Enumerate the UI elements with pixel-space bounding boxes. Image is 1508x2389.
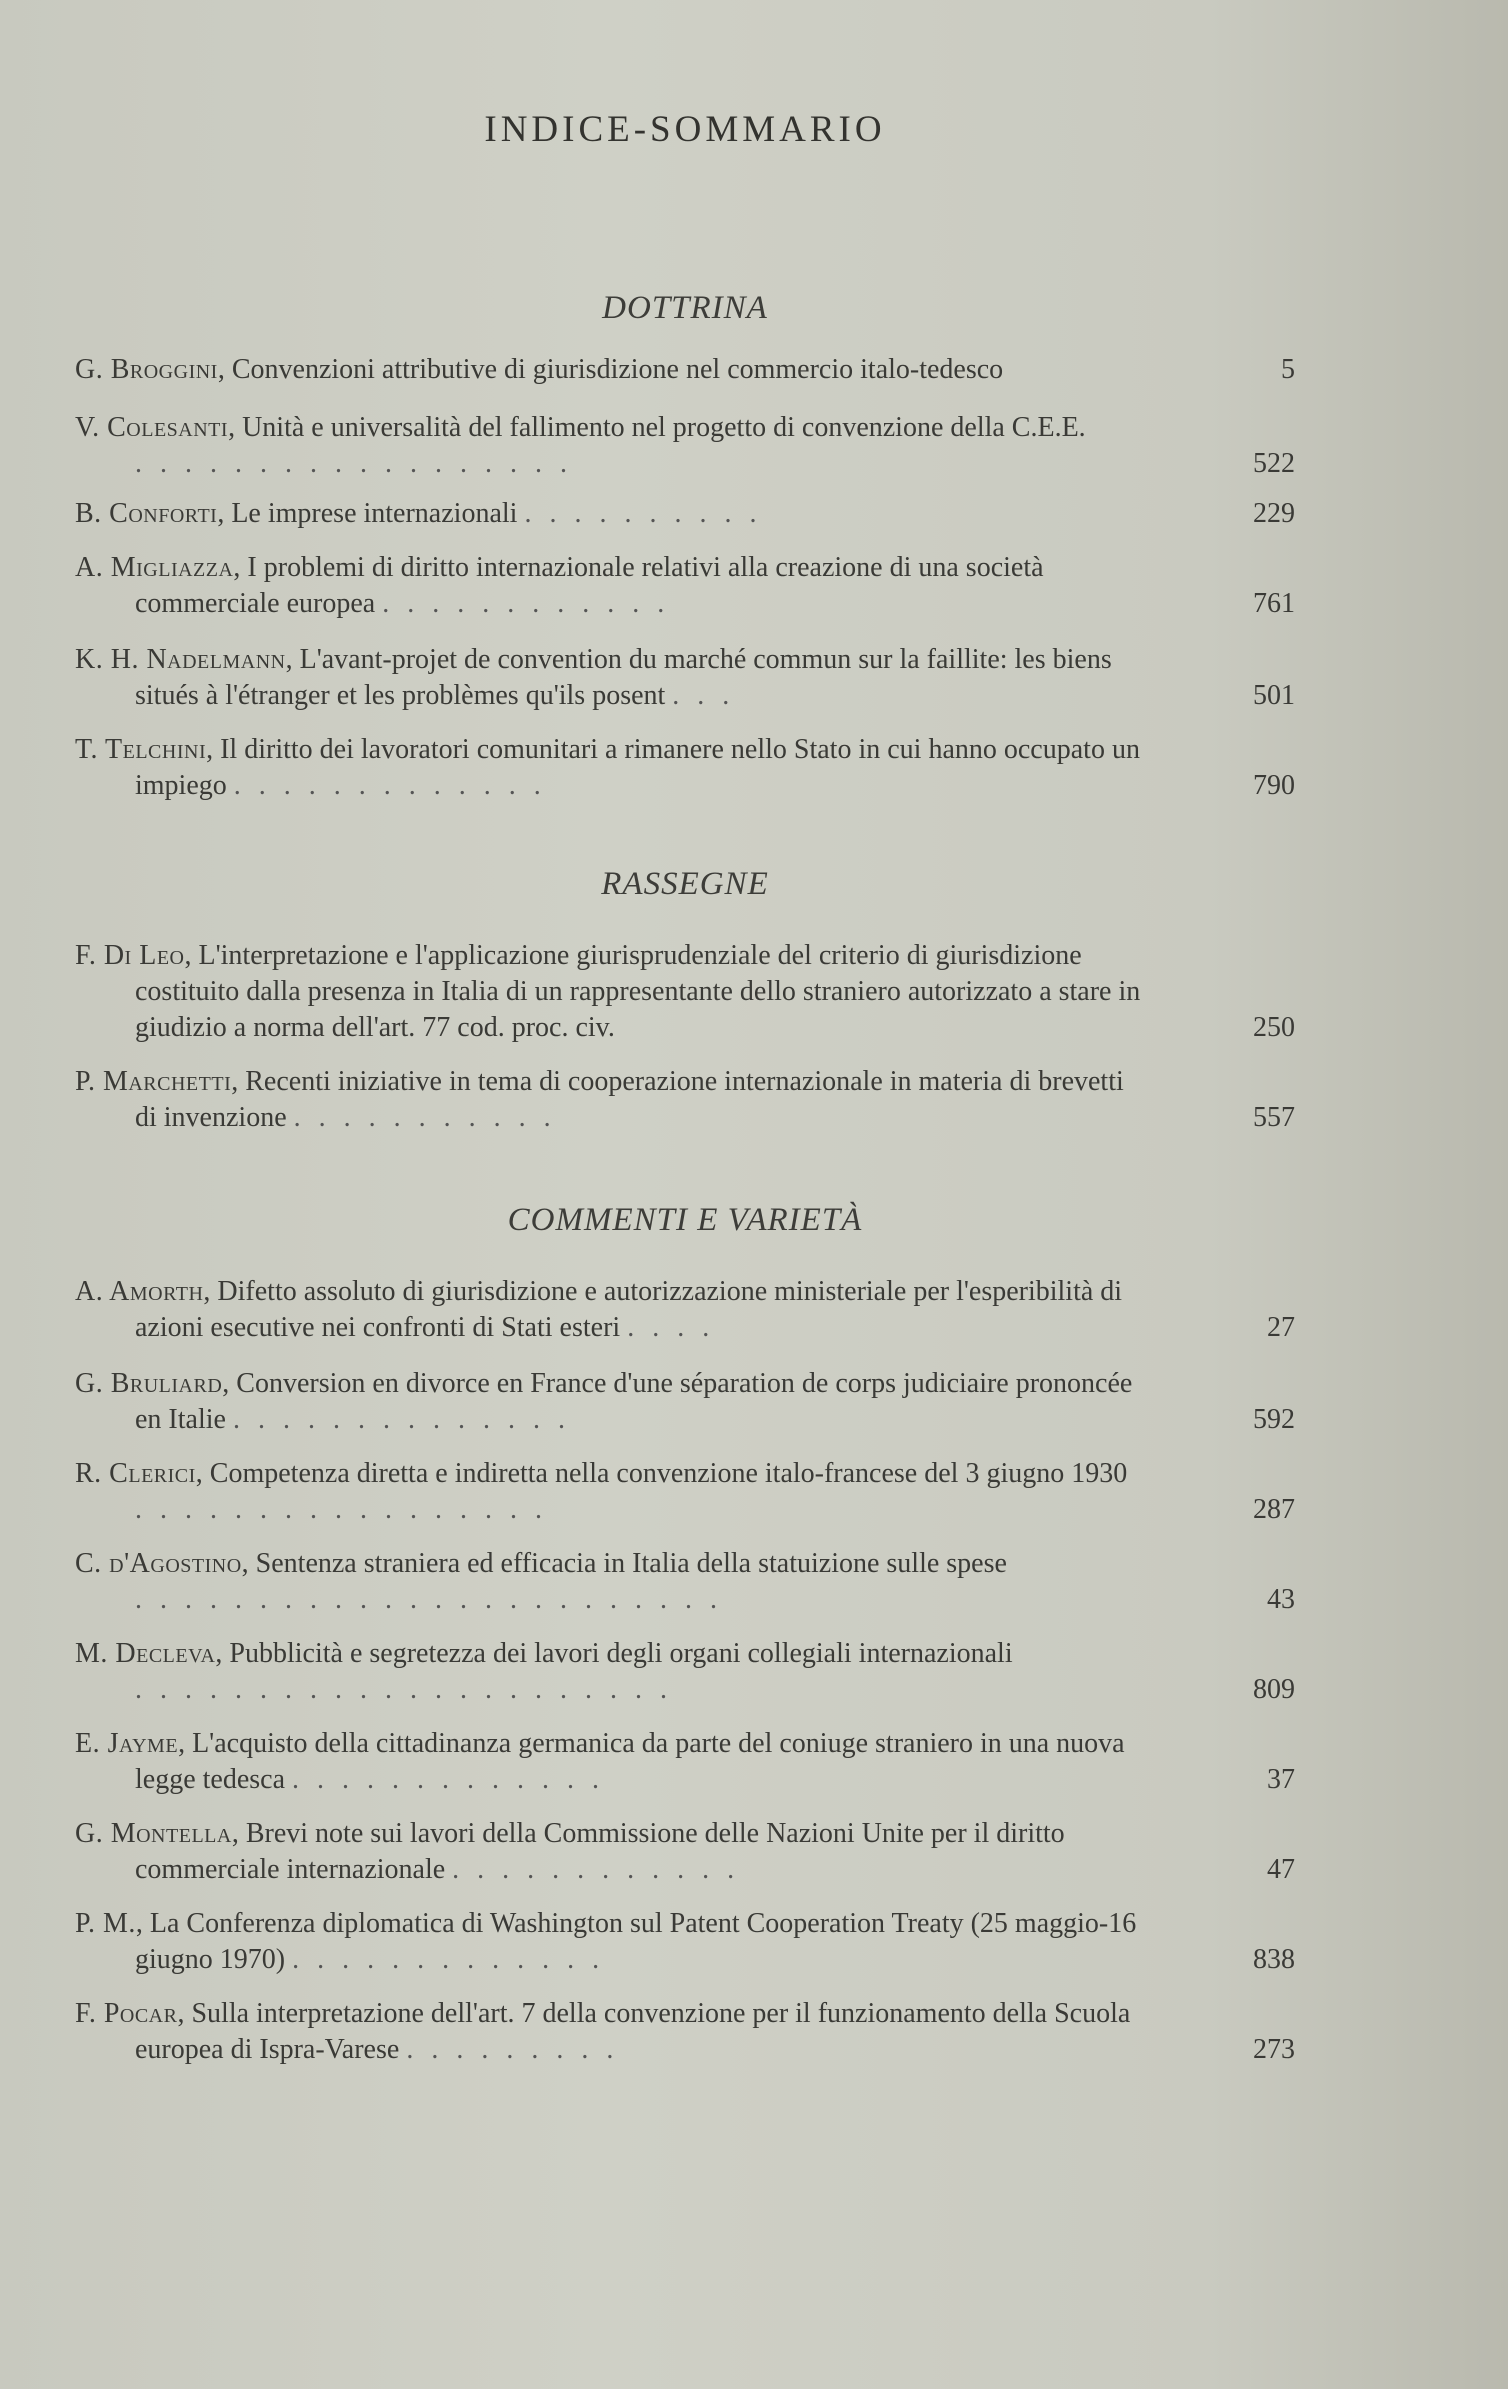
list-item: R. Clerici, Competenza diretta e indiretta nella convenzione italo-francese del 3 giugno 1930 ................. 287 [75,1456,1295,1528]
entry-page: 809 [1253,1674,1295,1705]
entry-author: G. Broggini [75,354,218,385]
entry-page: 761 [1253,588,1295,619]
entry-page: 557 [1253,1102,1295,1133]
entry-author: V. Colesanti [75,412,229,443]
entry-page: 37 [1267,1764,1295,1795]
entry-title: Brevi note sui lavori della Commissione delle Nazioni Unite per il diritto commerciale internazionale [135,1818,1065,1885]
list-item: G. Bruliard, Conversion en divorce en France d'une séparation de corps judiciaire prononcée en Italie .............. 592 [75,1366,1295,1438]
section-heading-rassegne: RASSEGNE [601,866,769,902]
entry-title: I problemi di diritto internazionale relativi alla creazione di una società commerciale europea [135,552,1044,619]
entry-title: Unità e universalità del fallimento nel progetto di convenzione della C.E.E. [242,412,1086,443]
list-item: K. H. Nadelmann, L'avant-projet de convention du marché commun sur la faillite: les biens situés à l'étranger et les problèmes qu'ils posent ... 501 [75,642,1295,714]
section-heading-dottrina: DOTTRINA [602,290,768,326]
entry-page: 838 [1253,1944,1295,1975]
entry-title: Difetto assoluto di giurisdizione e autorizzazione ministeriale per l'esperibilità di azioni esecutive nei confronti di Stati esteri [135,1276,1123,1343]
entry-title: L'acquisto della cittadinanza germanica da parte del coniuge straniero in una nuova legge tedesca [135,1728,1125,1795]
list-item: G. Montella, Brevi note sui lavori della Commissione delle Nazioni Unite per il diritto commerciale internazionale ............ 47 [75,1816,1295,1888]
entry-page: 47 [1267,1854,1295,1885]
entry-page: 273 [1253,2034,1295,2065]
entry-title: Recenti iniziative in tema di cooperazione internazionale in materia di brevetti di invenzione [135,1066,1124,1133]
list-item: F. Pocar, Sulla interpretazione dell'art. 7 della convenzione per il funzionamento della Scuola europea di Ispra-Varese ......... 273 [75,1996,1295,2068]
entry-title: L'avant-projet de convention du marché commun sur la faillite: les biens situés à l'étranger et les problèmes qu'ils posent [135,644,1112,711]
entry-author: A. Amorth [75,1276,204,1307]
entry-author: E. Jayme [75,1728,179,1759]
list-item: C. d'Agostino, Sentenza straniera ed efficacia in Italia della statuizione sulle spese ........................ 43 [75,1546,1295,1618]
entry-author: R. Clerici [75,1458,196,1489]
list-item: G. Broggini, Convenzioni attributive di giurisdizione nel commercio italo-tedesco 5 [75,352,1295,388]
page-title: INDICE-SOMMARIO [484,109,886,150]
entry-title: L'interpretazione e l'applicazione giurisprudenziale del criterio di giurisdizione costituito dalla presenza in Italia di un rappresentante dello straniero autorizzato a stare in giudizio a norma dell'art. 77 cod. proc. civ. [135,940,1141,1043]
entry-page: 229 [1253,498,1295,529]
entry-author: P. Marchetti [75,1066,232,1097]
entry-author: F. Pocar [75,1998,178,2029]
entry-page: 287 [1253,1494,1295,1525]
entry-title: Pubblicità e segretezza dei lavori degli organi collegiali internazionali [229,1638,1013,1669]
entry-author: K. H. Nadelmann [75,644,286,675]
entry-page: 43 [1267,1584,1295,1615]
entry-title: Conversion en divorce en France d'une séparation de corps judiciaire prononcée en Italie [135,1368,1133,1435]
entry-page: 522 [1253,448,1295,479]
list-item: P. M., La Conferenza diplomatica di Washington sul Patent Cooperation Treaty (25 maggio-16 giugno 1970) ............. 838 [75,1906,1295,1978]
entry-title: Competenza diretta e indiretta nella convenzione italo-francese del 3 giugno 1930 [209,1458,1128,1489]
list-item: A. Migliazza, I problemi di diritto internazionale relativi alla creazione di una società commerciale europea ............ 761 [75,550,1295,622]
entry-page: 250 [1253,1012,1295,1043]
entry-author: T. Telchini [75,734,207,765]
entry-author: A. Migliazza [75,552,234,583]
entry-author: M. Decleva [75,1638,216,1669]
entry-author: G. Bruliard [75,1368,223,1399]
entry-author: P. M. [75,1908,136,1939]
entry-author: G. Montella [75,1818,232,1849]
list-item: E. Jayme, L'acquisto della cittadinanza germanica da parte del coniuge straniero in una nuova legge tedesca ............. 37 [75,1726,1295,1798]
entry-title: Sentenza straniera ed efficacia in Italia della statuizione sulle spese [255,1548,1007,1579]
list-item: M. Decleva, Pubblicità e segretezza dei lavori degli organi collegiali internazionali ...................... 809 [75,1636,1295,1708]
list-item: P. Marchetti, Recenti iniziative in tema di cooperazione internazionale in materia di brevetti di invenzione ........... 557 [75,1064,1295,1136]
entry-title: Sulla interpretazione dell'art. 7 della convenzione per il funzionamento della Scuola europea di Ispra-Varese [135,1998,1131,2065]
entry-title: Il diritto dei lavoratori comunitari a rimanere nello Stato in cui hanno occupato un impiego [135,734,1140,801]
list-item: F. Di Leo, L'interpretazione e l'applicazione giurisprudenziale del criterio di giurisdizione costituito dalla presenza in Italia di un rappresentante dello straniero autorizzato a stare in giudizio a norma dell'art. 77 cod. proc. civ. 250 [75,938,1295,1046]
list-item: V. Colesanti, Unità e universalità del fallimento nel progetto di convenzione della C.E.E. .................. 522 [75,410,1295,482]
entry-author: B. Conforti [75,498,218,529]
entry-page: 592 [1253,1404,1295,1435]
entry-page: 790 [1253,770,1295,801]
entry-page: 27 [1267,1312,1295,1343]
entry-page: 501 [1253,680,1295,711]
entry-page: 5 [1281,354,1295,385]
entry-title: Convenzioni attributive di giurisdizione nel commercio italo-tedesco [231,354,1004,385]
entry-title: Le imprese internazionali [231,498,518,529]
list-item: T. Telchini, Il diritto dei lavoratori comunitari a rimanere nello Stato in cui hanno occupato un impiego ............. 790 [75,732,1295,804]
entry-author: C. d'Agostino [75,1548,242,1579]
list-item: B. Conforti, Le imprese internazionali .......... 229 [75,496,1295,532]
list-item: A. Amorth, Difetto assoluto di giurisdizione e autorizzazione ministeriale per l'esperibilità di azioni esecutive nei confronti di Stati esteri .... 27 [75,1274,1295,1346]
entry-title: La Conferenza diplomatica di Washington sul Patent Cooperation Treaty (25 maggio-16 giugno 1970) [135,1908,1137,1975]
entry-author: F. Di Leo [75,940,185,971]
section-heading-commenti: COMMENTI E VARIETÀ [507,1202,863,1238]
